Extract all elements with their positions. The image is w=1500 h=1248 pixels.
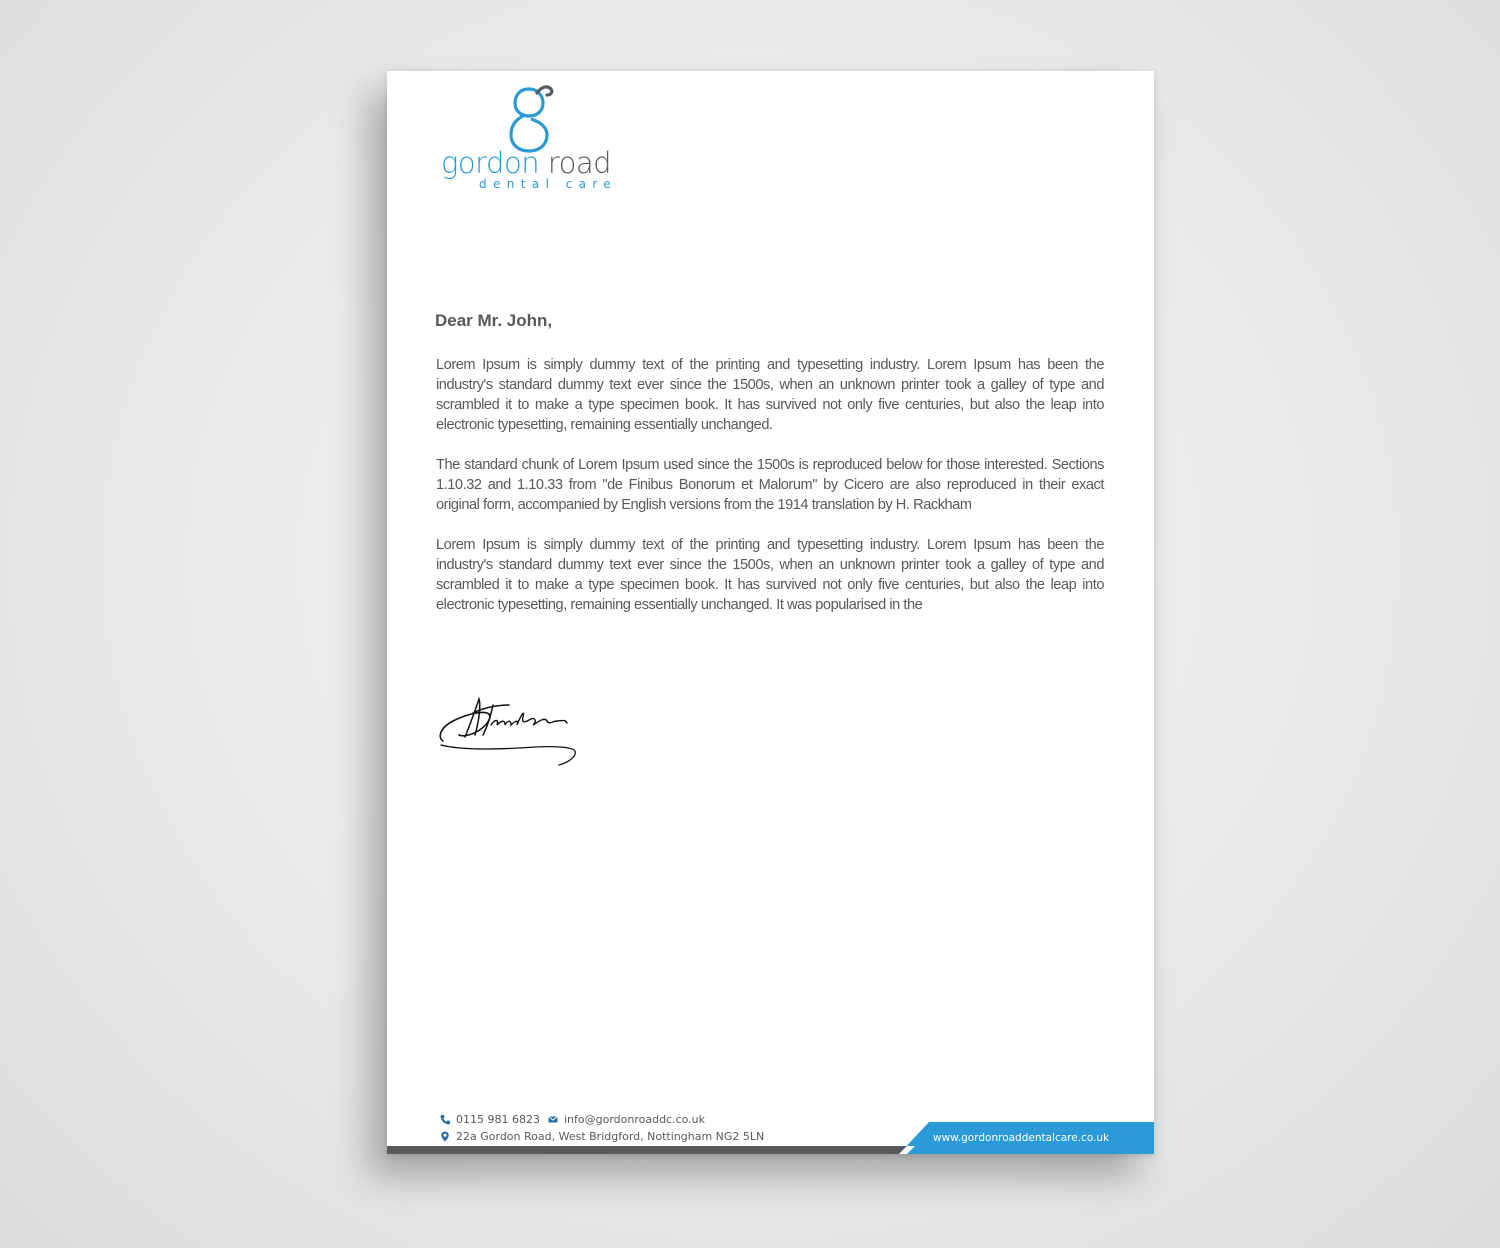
logo-word-road: road: [547, 146, 612, 180]
footer-phone: 0115 981 6823: [456, 1113, 540, 1126]
logo-word-gordon: gordon: [441, 146, 540, 180]
letter-paragraph: The standard chunk of Lorem Ipsum used since the 1500s is reproduced below for those interested. Sections 1.10.32 and 1.10.33 from "de Finibus Bonorum et Malorum" by Cicero are also reproduced in their exact original form, accompanied by English versions from the 1914 translation by H. Rackham: [436, 457, 1104, 513]
map-pin-icon: [440, 1131, 450, 1142]
company-logo: [441, 85, 621, 195]
letterhead-sheet: [387, 71, 1154, 1154]
footer-email: info@gordonroaddc.co.uk: [563, 1113, 706, 1126]
logo-subtitle: dental care: [479, 177, 618, 191]
footer-address: 22a Gordon Road, West Bridgford, Nottingham NG2 5LN: [456, 1130, 765, 1143]
letter-paragraph: Lorem Ipsum is simply dummy text of the printing and typesetting industry. Lorem Ipsum has been the industry's standard dummy text ever since the 1500s, when an unknown printer took a galley of type and scrambled it to make a type specimen book. It has survived not only five centuries, but also the leap into electronic typesetting, remaining essentially unchanged.: [436, 357, 1104, 433]
letter-paragraph: Lorem Ipsum is simply dummy text of the printing and typesetting industry. Lorem Ipsum has been the industry's standard dummy text ever since the 1500s, when an unknown printer took a galley of type and scrambled it to make a type specimen book. It has survived not only five centuries, but also the leap into electronic typesetting, remaining essentially unchanged. It was popularised in the: [436, 537, 1104, 613]
logo-wordmark: [441, 146, 612, 180]
footer-row-address: [440, 1128, 764, 1145]
footer-website: www.gordonroaddentalcare.co.uk: [933, 1132, 1110, 1144]
footer-contacts: [440, 1111, 764, 1145]
envelope-icon: [548, 1114, 558, 1125]
phone-icon: [440, 1114, 450, 1125]
letter-body: [436, 355, 1104, 635]
handwritten-signature: [435, 691, 585, 771]
footer-row-phone-email: [440, 1111, 764, 1128]
letter-greeting: Dear Mr. John,: [435, 311, 553, 330]
